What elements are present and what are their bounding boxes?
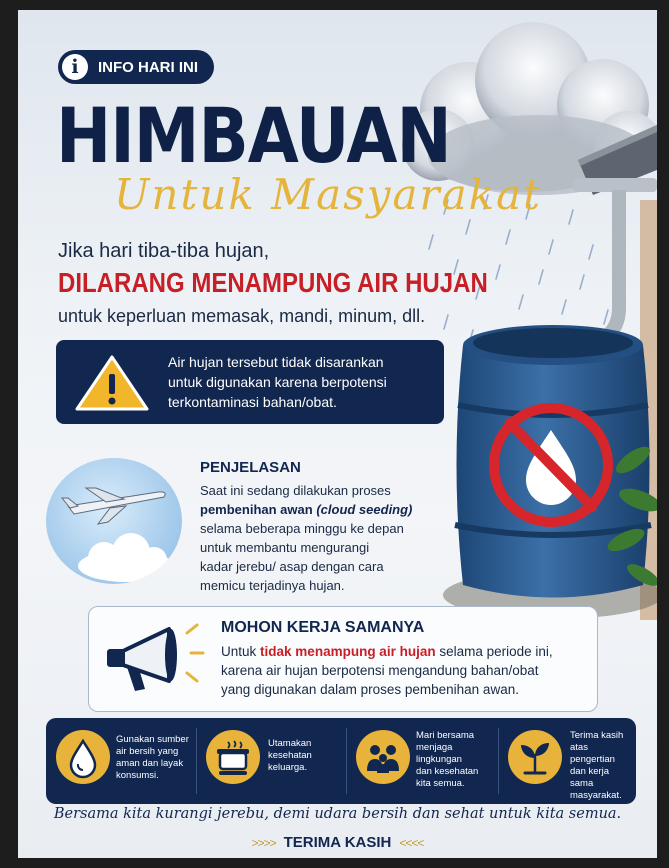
intro-purpose: untuk keperluan memasak, mandi, minum, dll.	[58, 306, 426, 326]
mohon-highlight: tidak menampung air hujan	[260, 644, 436, 659]
penjelasan-line: kadar jerebu/ asap dengan cara	[200, 559, 384, 574]
plant-sprout-icon	[508, 730, 562, 784]
thanks-footer	[18, 834, 657, 851]
page-subtitle: Untuk Masyarakat	[114, 170, 543, 219]
thanks-arrows-right: <<<<	[399, 836, 424, 850]
tip-line: Gunakan sumber	[116, 734, 189, 745]
penjelasan-line: memicu terjadinya hujan.	[200, 578, 345, 593]
tip-line: kita semua.	[416, 778, 465, 789]
info-badge	[58, 50, 214, 84]
intro-line: Jika hari tiba-tiba hujan,	[58, 240, 270, 262]
main-warning: DILARANG MENAMPUNG AIR HUJAN	[58, 268, 488, 300]
alert-text	[168, 352, 438, 412]
mohon-line: karena air hujan berpotensi mengandung bahan/obat	[221, 663, 539, 678]
tip-text	[116, 734, 189, 782]
alert-box	[56, 340, 444, 424]
tip-line: masyarakat.	[570, 790, 622, 801]
megaphone-icon	[93, 611, 213, 711]
water-drop-icon	[56, 730, 110, 784]
penjelasan-bold: pembenihan awan	[200, 502, 313, 517]
penjelasan-text	[200, 481, 440, 595]
penjelasan-line: untuk membantu mengurangi	[200, 540, 370, 555]
tip-item	[56, 718, 196, 804]
cooking-pot-icon	[206, 730, 260, 784]
tip-line: atas pengertian	[570, 742, 615, 765]
penjelasan-title: PENJELASAN	[200, 459, 301, 476]
alert-line: Air hujan tersebut tidak disarankan	[168, 354, 384, 370]
mohon-title: MOHON KERJA SAMANYA	[221, 619, 425, 636]
tips-strip	[46, 718, 636, 804]
tip-line: Mari bersama	[416, 730, 475, 741]
thanks-arrows-left: >>>>	[251, 836, 276, 850]
tip-line: keluarga.	[268, 762, 308, 773]
tip-line: konsumsi.	[116, 770, 159, 781]
tip-text	[416, 730, 496, 790]
alert-line: terkontaminasi bahan/obat.	[168, 394, 337, 410]
tip-line: menjaga lingkungan	[416, 742, 462, 765]
tip-text	[268, 738, 312, 774]
closing-message: Bersama kita kurangi jerebu, demi udara bersih dan sehat untuk kita semua.	[53, 806, 622, 822]
thanks-label: TERIMA KASIH	[283, 834, 392, 851]
tip-item	[206, 718, 346, 804]
mohon-post: selama periode ini,	[439, 644, 553, 659]
mohon-line: yang digunakan dalam proses pembenihan awan.	[221, 682, 519, 697]
tip-line: Terima kasih	[570, 730, 624, 741]
penjelasan-line: selama beberapa minggu ke depan	[200, 521, 404, 536]
mohon-text	[221, 642, 593, 699]
page-title: HIMBAUAN	[56, 92, 451, 181]
penjelasan-italic: (cloud seeding)	[316, 502, 413, 517]
family-icon	[356, 730, 410, 784]
alert-line: untuk digunakan karena berpotensi	[168, 374, 387, 390]
info-icon: i	[62, 54, 88, 80]
tip-text	[570, 730, 632, 802]
penjelasan-line: Saat ini sedang dilakukan proses	[200, 483, 391, 498]
info-badge-label: INFO HARI INI	[98, 58, 198, 76]
warning-triangle-icon	[74, 354, 150, 412]
tip-item	[508, 718, 632, 804]
poster	[18, 10, 657, 858]
tip-item	[356, 718, 496, 804]
divider	[196, 728, 197, 794]
tip-line: Utamakan	[268, 738, 312, 749]
tip-line: kesehatan	[268, 750, 312, 761]
mohon-pre: Untuk	[221, 644, 257, 659]
tip-line: aman dan layak	[116, 758, 184, 769]
divider	[498, 728, 499, 794]
tip-line: dan kesehatan	[416, 766, 479, 777]
penjelasan-line	[200, 500, 440, 519]
divider	[346, 728, 347, 794]
tip-line: air bersih yang	[116, 746, 179, 757]
airplane-cloud-icon	[46, 458, 182, 584]
tip-line: dan kerja sama	[570, 766, 610, 789]
mohon-line	[221, 642, 593, 661]
